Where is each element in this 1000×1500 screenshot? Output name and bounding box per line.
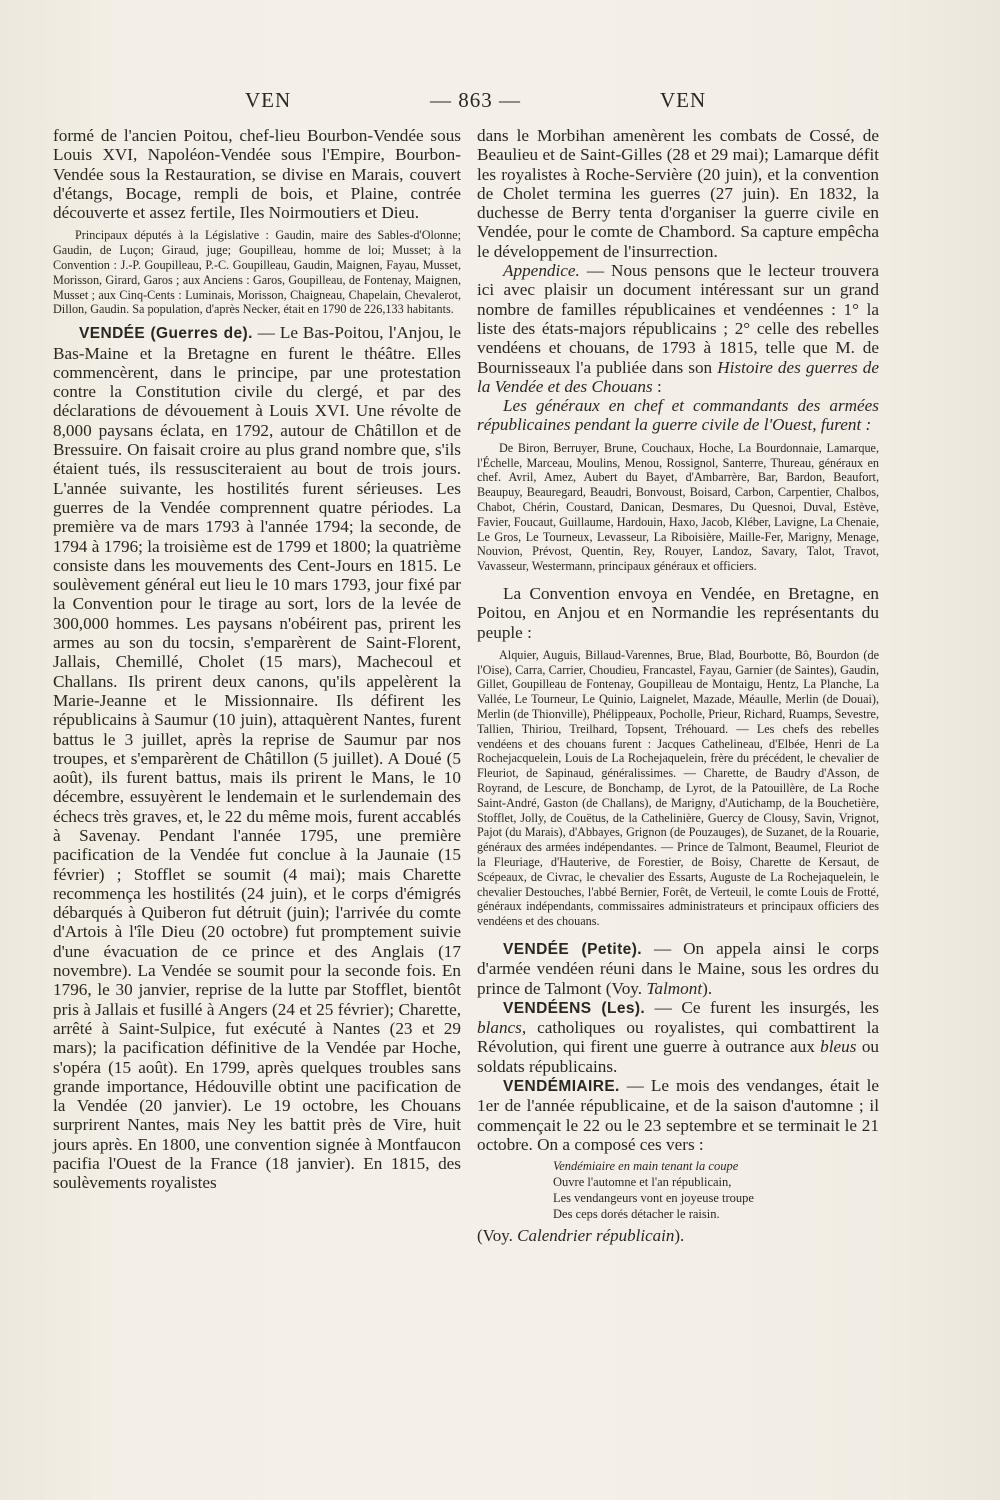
appendice-label: Appendice. xyxy=(503,261,580,281)
page-number: — 863 — xyxy=(430,88,521,112)
entry-title-vendeens: VENDÉENS (Les). xyxy=(503,999,646,1017)
entry-vendemiaire xyxy=(477,1076,879,1154)
header-left-word: VEN xyxy=(245,88,292,112)
right-continuation: dans le Morbihan amenèrent les combats de Cossé, de Beaulieu et de Saint-Gilles (28 et 29 mai); Lamarque défit les royalistes à Roche-Servière (20 juin), et la convention de Cholet termina les guerres (27 juin). En 1832, la duchesse de Berry tenta d'organiser la guerre civile en Vendée, pour le comte de Chambord. Sa capture empêcha le développement de l'insurrection. xyxy=(477,126,879,261)
appendice-book-title: Histoire des guerres de la Vendée et des Chouans xyxy=(477,357,879,396)
generaux-list: De Biron, Berruyer, Brune, Couchaux, Hoche, La Bourdonnaie, Lamarque, l'Échelle, Marceau, Moulins, Menou, Rossignol, Santerre, Thureau, généraux en chef. Avril, Amez, Aubert du Bayet, d'Ambarrère, Bar, Bardon, Beaufort, Beaupuy, Beauregard, Beaudri, Bonvoust, Boisard, Carbon, Carpentier, Chalbos, Chabot, Chérin, Coustard, Danican, Desmares, Du Quesnoi, Duval, Estève, Favier, Foucaut, Guillaume, Hardouin, Haxo, Jacob, Kléber, Lavigne, La Chenaie, Le Gros, Le Tourneux, Levasseur, La Riboisière, Maille-Fer, Marigny, Menage, Nouvion, Prévost, Quentin, Rey, Rouyer, Landoz, Savary, Talot, Travot, Vavasseur, Westermann, principaux généraux et officiers. xyxy=(477,440,879,574)
deputes-note: Principaux députés à la Législative : Gaudin, maire des Sables-d'Olonne; Gaudin, de Luçon; Giraud, juge; Goupilleau, homme de loi; Musset; à la Convention : J.-P. Goupilleau, P.-C. Goupilleau, Gaudin, Maignen, Fayau, Musset, Morisson, Girard, Garos ; aux Anciens : Garos, Goupilleau, de Fontenay, Maignen, Musset ; aux Cinq-Cents : Luminais, Morisson, Chaigneau, Chapelain, Chevalerot, Dillon, Gaudin. Sa population, d'après Necker, était en 1790 de 226,133 habitants. xyxy=(53,228,461,317)
header-right-word: VEN xyxy=(660,88,707,112)
vendee-description: formé de l'ancien Poitou, chef-lieu Bourbon-Vendée sous Louis XVI, Napoléon-Vendée sous l'Empire, Bourbon-Vendée sous la Restauration, se divise en Marais, couvert d'étangs, Bocage, rempli de bois, et Plaine, contrée découverte et assez fertile, Iles Noirmoutiers et Dieu. xyxy=(53,126,461,223)
verse-line-4: Des ceps dorés détacher le raisin. xyxy=(553,1207,720,1222)
entry-text-petite: — On appela ainsi le corps d'armée vendéen réuni dans le Maine, sous les ordres du prince de Talmont (Voy. xyxy=(477,938,879,998)
convention-paragraph: La Convention envoya en Vendée, en Bretagne, en Poitou, en Anjou et en Normandie les représentants du peuple : xyxy=(477,583,879,642)
voy-reference xyxy=(477,1226,879,1246)
verse-line xyxy=(553,1158,879,1174)
appendice-end: : xyxy=(652,376,662,396)
voy-end: ). xyxy=(674,1226,685,1246)
generaux-intro-text: Les généraux en chef et commandants des armées républicaines pendant la guerre civile de l'Ouest, furent : xyxy=(477,396,879,435)
appendice-text: — Nous pensons que le lecteur trouvera ici avec plaisir un document intéressant sur un grand nombre de familles républicaines et vendéennes : 1° la liste des états-majors républicains ; 2° celle des rebelles vendéens et chouans, de 1793 à 1815, telle que M. de Bournisseaux l'a publiée dans son xyxy=(477,261,879,377)
verse-block xyxy=(553,1158,879,1222)
entry-guerres xyxy=(53,323,461,1192)
appendice-paragraph xyxy=(477,261,879,396)
verse-line xyxy=(553,1206,879,1222)
verse-line-1: Vendémiaire en main tenant la coupe xyxy=(553,1159,739,1174)
vendeens-text-2: , catholiques ou royalistes, qui combattirent la Révolution, qui firent une guerre à outrance aux xyxy=(477,1018,879,1057)
petite-ref: Talmont xyxy=(646,978,703,998)
generaux-intro xyxy=(477,396,879,435)
verse-line xyxy=(553,1174,879,1190)
entry-petite-vendee xyxy=(477,939,879,998)
vendeens-text-3: ou soldats républicains. xyxy=(477,1037,880,1076)
voy-ref: Calendrier républicain xyxy=(517,1226,675,1246)
running-header xyxy=(50,88,940,118)
left-column xyxy=(53,126,461,1193)
verse-line-3: Les vendangeurs vont en joyeuse troupe xyxy=(553,1191,754,1206)
entry-text-guerres: — Le Bas-Poitou, l'Anjou, le Bas-Maine et la Bretagne en furent le théâtre. Elles commencèrent, dans le principe, par une protestation contre la Constitution civile du clergé, et par des déclarations de dévouement à Louis XVI. Une révolte de 8,000 paysans éclata, en 1792, autour de Châtillon et de Bressuire. On faisait croire au plus grand nombre que, s'ils étaient tués, ils ressusciteraient au bout de trois jours. L'année suivante, les hostilités furent sérieuses. Les guerres de la Vendée comprennent quatre périodes. La première va de mars 1793 à l'année 1794; la seconde, de 1794 à 1796; la troisième est de 1799 et 1800; la quatrième consiste dans les mouvements des Cent-Jours en 1815. Le soulèvement général eut lieu le 10 mars 1793, jour fixé par la Convention pour le tirage au sort, lors de la levée de 300,000 hommes. Les paysans n'obéirent pas, prirent les armes au son du tocsin, s'emparèrent de Saint-Florent, Jallais, Chemillé, Cholet (15 mars), Machecoul et Challans. Ils prirent deux canons, qu'ils appelèrent la Marie-Jeanne et le Missionnaire. Ils défirent les républicains à Saumur (10 juin), attaquèrent Nantes, furent battus le 3 juillet, après la reprise de Saumur par nos troupes, et s'emparèrent de Châtillon (5 juillet). A Doué (5 août), ils furent battus, mais ils prirent le Mans, le 10 décembre, essuyèrent le lendemain et le surlendemain des échecs très graves, et, le 22 du même mois, furent accablés à Savenay. Pendant l'année 1795, une première pacification de la Vendée fut conclue à la Jaunaie (15 février) ; Stofflet se soumit (4 mai); mais Charette recommença les hostilités (24 juin), et le corps d'émigrés débarqués à Quiberon fut détruit (juin); l'arrivée du comte d'Artois à l'île Dieu (20 octobre) fut promptement suivie d'une évacuation de ce prince et des Anglais (17 novembre). La Vendée se soumit pour la seconde fois. En 1796, le 30 janvier, reprise de la lutte par Stofflet, bientôt pris à Jallais et fusillé à Angers (24 et 25 février); Charette, arrêté à Saint-Sulpice, fut exécuté à Nantes (23 et 29 mars); la pacification définitive de la Vendée par Hoche, s'opéra (15 août). En 1799, après quelques troubles sans grande importance, Hédouville obtint une pacification de la Vendée (20 janvier). Le 19 octobre, les Chouans surprirent Nantes, mais Ney les battit près de Vire, huit jours après. En 1800, une convention signée à Montfaucon pacifia l'Ouest de la France (18 janvier). En 1815, des soulèvements royalistes xyxy=(53,323,461,1193)
petite-end: ). xyxy=(702,978,713,998)
right-column xyxy=(477,126,879,1263)
vendeens-bleus: bleus xyxy=(820,1037,857,1057)
representants-list: Alquier, Auguis, Billaud-Varennes, Brue, Blad, Bourbotte, Bô, Bourdon (de l'Oise), Carra, Carrier, Choudieu, Francastel, Fayau, Garnier (de Saintes), Gaudin, Gillet, Goupilleau de Fontenay, Goupilleau de Montaigu, Hentz, La Planche, La Vallée, Le Tourneur, Le Quinio, Laignelet, Mazade, Méaulle, Merlin (de Douai), Merlin (de Thionville), Phélippeaux, Pocholle, Prieur, Richard, Ruamps, Sevestre, Tallien, Thiriou, Treilhard, Topsent, Tréhouard. — Les chefs des rebelles vendéens et des chouans furent : Jacques Cathelineau, d'Elbée, Henri de La Rochejacquelein, Louis de La Rochejaquelein, frère du précédent, le chevalier de Fleuriot, de Sapinaud, généralissimes. — Charette, de Baudry d'Asson, de Royrand, de Lescure, de Bonchamp, de Lyrot, de la Patouillère, de La Roche Saint-André, Gaston (de Challans), de Marigny, d'Autichamp, de la Bouchetière, Stofflet, Jolly, de Couëtus, de la Cathelinière, Guercy de Clousy, Savin, Vrignot, Pajot (du Marais), d'Abbayes, Grignon (de Pouzauges), de Suzanet, de la Rouarie, généraux des armées indépendantes. — Prince de Talmont, Beaumel, Fleuriot de la Fleuriage, d'Hauterive, de Forestier, de Boisy, Charette de Kersaut, de Scépeaux, de Civrac, le chevalier des Essarts, Auguste de La Rochejaquelein, le chevalier Destouches, l'abbé Bernier, Forêt, de Verteuil, le comte Louis de Frotté, généraux indépendants, commissaires administrateurs et principaux officiers des vendéens et des chouans. xyxy=(477,647,879,929)
entry-title-vendemiaire: VENDÉMIAIRE. xyxy=(503,1078,620,1096)
vendeens-text-1: — Ce furent les insurgés, les xyxy=(645,997,879,1017)
entry-vendeens xyxy=(477,998,879,1076)
entry-text-vendemiaire: — Le mois des vendanges, était le 1er de l'année républicaine, et de la saison d'automne ; il commençait le 22 ou le 23 septembre et se terminait le 21 octobre. On a composé ces vers : xyxy=(477,1076,879,1154)
verse-line-2: Ouvre l'automne et l'an républicain, xyxy=(553,1175,732,1190)
entry-title-petite: VENDÉE (Petite). xyxy=(503,940,642,958)
verse-line xyxy=(553,1190,879,1206)
vendeens-blancs: blancs xyxy=(477,1018,522,1038)
entry-title-guerres: VENDÉE (Guerres de). xyxy=(79,325,253,343)
voy-label: (Voy. xyxy=(477,1226,518,1246)
